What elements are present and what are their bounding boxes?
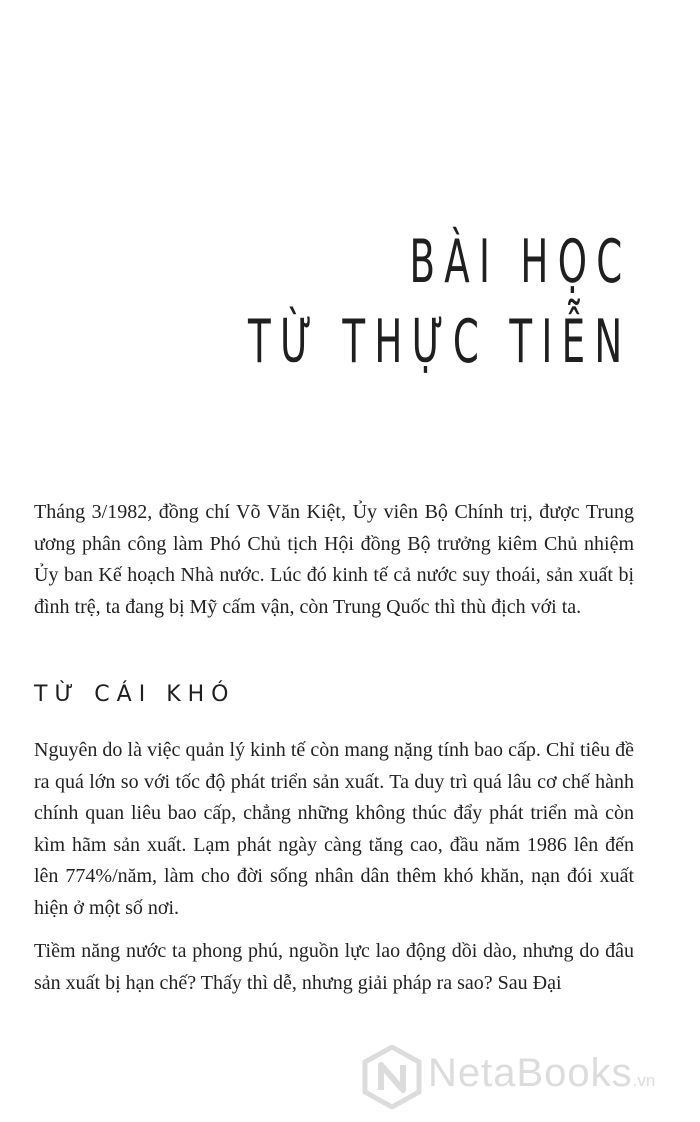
watermark-suffix: .vn xyxy=(632,1071,656,1090)
section-heading: TỪ CÁI KHÓ xyxy=(34,682,236,707)
watermark-brand: NetaBooks xyxy=(428,1051,633,1095)
section-body xyxy=(34,735,634,1011)
netabooks-watermark xyxy=(362,1045,682,1113)
body-paragraph: Tiềm năng nước ta phong phú, nguồn lực lao động dồi dào, nhưng do đâu sản xuất bị hạn chế? Thấy thì dễ, nhưng giải pháp ra sao? Sau Đại xyxy=(34,940,634,994)
intro-paragraph: Tháng 3/1982, đồng chí Võ Văn Kiệt, Ủy viên Bộ Chính trị, được Trung ương phân công làm Phó Chủ tịch Hội đồng Bộ trưởng kiêm Chủ nhiệm Ủy ban Kế hoạch Nhà nước. Lúc đó kinh tế cả nước suy thoái, sản xuất bị đình trệ, ta đang bị Mỹ cấm vận, còn Trung Quốc thì thù địch với ta. xyxy=(34,501,634,618)
watermark-brand-text xyxy=(428,1051,655,1096)
chapter-title-line-2: TỪ THỰC TIỄN xyxy=(248,307,632,377)
netabooks-logo-icon xyxy=(362,1045,422,1109)
body-paragraph: Nguyên do là việc quản lý kinh tế còn mang nặng tính bao cấp. Chỉ tiêu đề ra quá lớn so với tốc độ phát triển sản xuất. Ta duy trì quá lâu cơ chế hành chính quan liêu bao cấp, chẳng những không thúc đẩy phát triển mà còn kìm hãm sản xuất. Lạm phát ngày càng tăng cao, đầu năm 1986 lên đến lên 774%/năm, làm cho đời sống nhân dân thêm khó khăn, nạn đói xuất hiện ở một số nơi. xyxy=(34,739,634,919)
chapter-title-line-1: BÀI HỌC xyxy=(409,227,632,297)
chapter-title xyxy=(13,222,632,382)
